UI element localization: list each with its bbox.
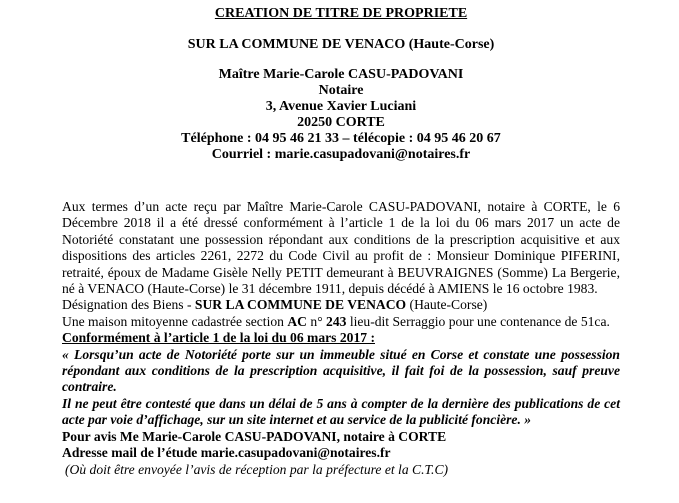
designation-suffix: (Haute-Corse)	[406, 297, 488, 313]
opening-paragraph: Aux termes d’un acte reçu par Maître Marie-Carole CASU-PADOVANI, notaire à CORTE, le 6 Décembre 2018 il a été dressé conformément à l’article 1 de la loi du 06 mars 2017 un acte de Notoriété constatant une possession répondant aux conditions de la prescription acquisitive et aux dispositions des articles 2261, 2272 du Code Civil au profit de : Monsieur Dominique PIFERINI, retraité, époux de Madame Gisèle Nelly PETIT demeurant à BEUVRAIGNES (Somme) La Bergerie, né à VENACO (Haute-Corse) le 31 décembre 1911, depuis décédé à AMIENS le 16 octobre 1983.	[62, 199, 620, 297]
law-reference-heading: Conformément à l’article 1 de la loi du 06 mars 2017 :	[62, 330, 375, 346]
commune-subtitle: SUR LA COMMUNE DE VENACO (Haute-Corse)	[187, 37, 495, 52]
document-content	[62, 0, 620, 478]
cadastre-section: AC	[287, 313, 307, 329]
property-designation	[62, 297, 620, 313]
notary-email: Courriel : marie.casupadovani@notaires.fr	[211, 147, 471, 162]
document-header	[62, 0, 620, 163]
designation-prefix: Désignation des Biens -	[62, 297, 195, 313]
cadastre-text-1: Une maison mitoyenne cadastrée section	[62, 313, 288, 329]
legal-quote-2: Il ne peut être contesté que dans un délai de 5 ans à compter de la dernière des publications de cet acte par voie d’affichage, sur un site internet et au service de la publicité foncière. »	[62, 395, 620, 428]
document-title: CREATION DE TITRE DE PROPRIETE	[214, 6, 468, 21]
notary-phone-fax: Téléphone : 04 95 46 21 33 – télécopie : 04 95 46 20 67	[181, 131, 501, 146]
cadastre-text-3: lieu-dit Serraggio pour une contenance de 51ca.	[346, 313, 610, 329]
cadastre-number: 243	[326, 313, 347, 329]
notary-address-street: 3, Avenue Xavier Luciani	[265, 99, 417, 114]
cadastre-text-2: n°	[307, 313, 327, 329]
notary-name: Maître Marie-Carole CASU-PADOVANI	[218, 67, 464, 82]
office-email-line: Adresse mail de l’étude marie.casupadovani@notaires.fr	[62, 445, 391, 461]
legal-quote-1: « Lorsqu’un acte de Notoriété porte sur un immeuble situé en Corse et constate une possession répondant aux conditions de la prescription acquisitive, il fait foi de la possession, sauf preuve contraire.	[62, 346, 620, 395]
notary-block	[62, 67, 620, 163]
reception-footnote: (Où doit être envoyée l’avis de réception par la préfecture et la C.T.C)	[65, 461, 449, 477]
notary-address-city: 20250 CORTE	[297, 115, 385, 130]
document-body	[62, 199, 620, 478]
notice-signature: Pour avis Me Marie-Carole CASU-PADOVANI, notaire à CORTE	[62, 428, 447, 444]
designation-commune: SUR LA COMMUNE DE VENACO	[194, 297, 407, 313]
cadastral-description	[62, 314, 620, 330]
notary-role: Notaire	[318, 83, 364, 98]
